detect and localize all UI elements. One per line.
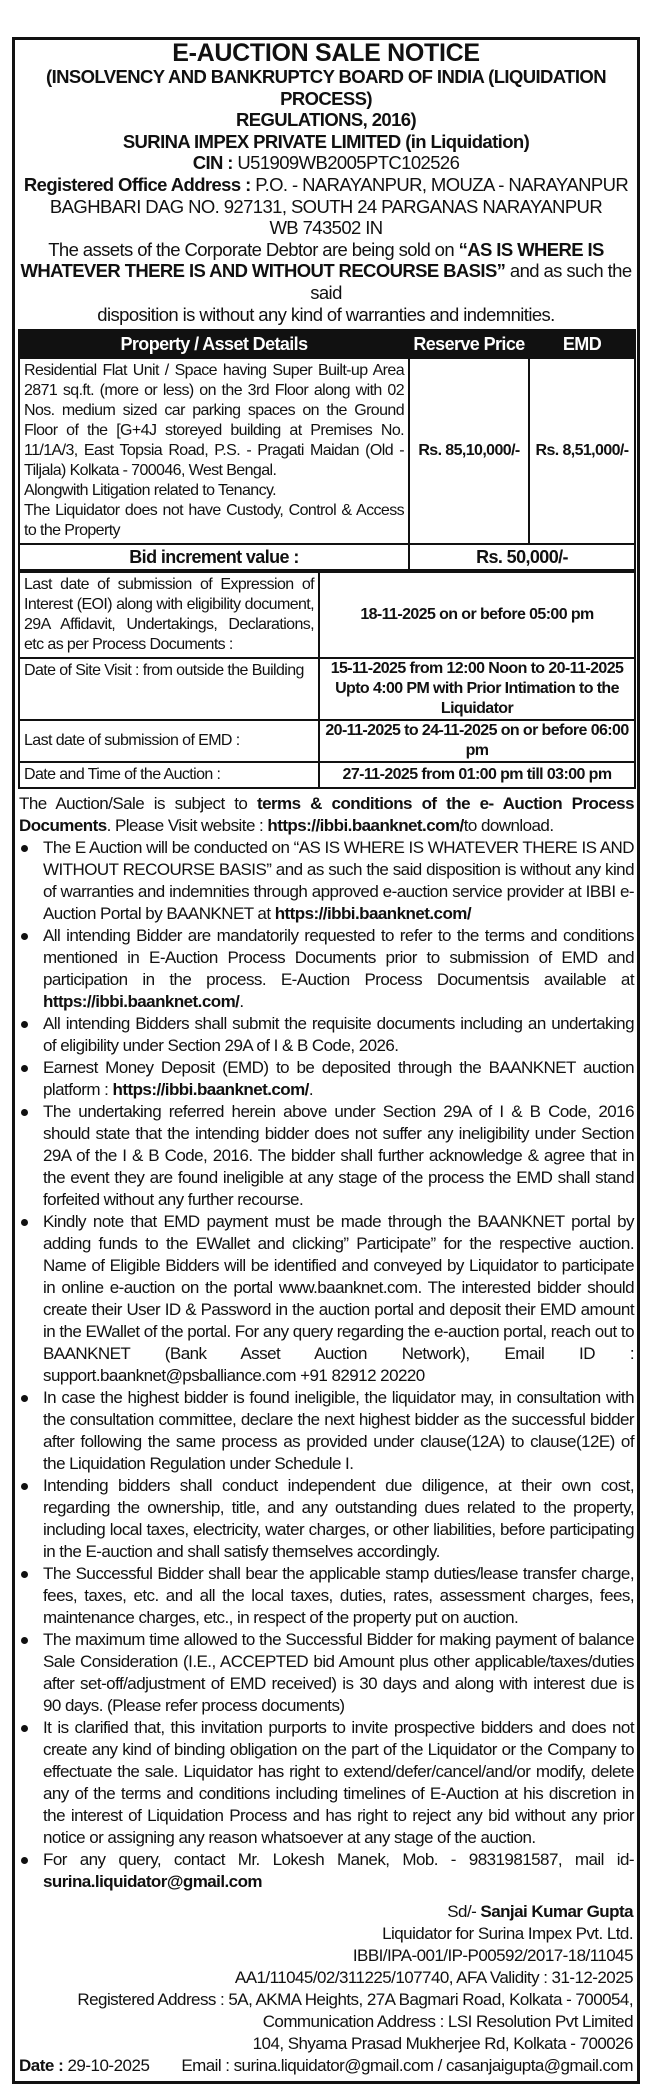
signature-line: Registered Address : 5A, AKMA Heights, 27A Bagmari Road, Kolkata - 700054, bbox=[77, 1990, 633, 2010]
signature-line: Communication Address : LSI Resolution Pvt Limited bbox=[262, 2012, 633, 2032]
asset-table bbox=[18, 329, 636, 571]
signatory bbox=[19, 1901, 633, 1923]
bullet-text: Intending bidders shall conduct independent due diligence, at their own cost, regarding the ownership, title, and any outstanding dues related to the property, including local taxes, electricity, water charges, or other liabilities, before participating in the E-auction and shall satisfy themselves accordingly. bbox=[43, 1476, 634, 1562]
terms-intro-pre: The Auction/Sale is subject to bbox=[19, 794, 257, 814]
table-row bbox=[19, 358, 635, 544]
list-item bbox=[19, 925, 634, 1013]
schedule-value: 20-11-2025 to 24-11-2025 on or before 06:00 pm bbox=[319, 720, 635, 762]
bullet-text: It is clarified that, this invitation purports to invite prospective bidders and does not create any kind of binding obligation on the part of the Liquidator or the Company to effectuate the sale. Liquidator has right to extend/defer/cancel/and/or modify, delete any of the terms and conditions including timelines of E-Auction at his discretion in the interest of Liquidation Process and has right to reject any bid without any prior notice or assigning any reason whatsoever at any stage of the auction. bbox=[43, 1718, 634, 1848]
intro-post: and as such the said bbox=[310, 260, 632, 303]
bullet-text: All intending Bidder are mandatorily requested to refer to the terms and conditions mentioned in E-Auction Process Documents prior to submission of EMD and participation in the process. E-Auction Process Documentsis available at bbox=[43, 926, 634, 990]
signature-line: Email : surina.liquidator@gmail.com / casanjaigupta@gmail.com bbox=[181, 2056, 633, 2076]
schedule-row bbox=[19, 572, 635, 658]
schedule-table bbox=[18, 571, 636, 789]
custody-text: The Liquidator does not have Custody, Control & Access to the Property bbox=[24, 502, 404, 540]
bullet-text: In case the highest bidder is found ineligible, the liquidator may, in consultation with the consultation committee, declare the next highest bidder as the successful bidder after following the same process as provided under clause(12A) to clause(12E) of the Liquidation Regulation under Schedule I. bbox=[43, 1388, 634, 1474]
list-item bbox=[19, 1563, 634, 1629]
bullet-text: The maximum time allowed to the Successful Bidder for making payment of balance Sale Consideration (I.E., ACCEPTED bid Amount plus other applicable/taxes/duties after set-off/adjustment of EMD received) is 30 days and along with interest due is 90 days. (Please refer process documents) bbox=[43, 1630, 634, 1716]
intro-bold-2: WHATEVER THERE IS AND WITHOUT RECOURSE BASIS” bbox=[20, 260, 506, 282]
list-item bbox=[19, 1387, 634, 1475]
bullet-bold-text: surina.liquidator@gmail.com bbox=[43, 1872, 262, 1892]
bullet-bold-text: https://ibbi.baanknet.com/ bbox=[112, 1080, 309, 1100]
bid-increment-value: Rs. 50,000/- bbox=[409, 544, 635, 570]
bullet-text: The Successful Bidder shall bear the applicable stamp duties/lease transfer charge, fees, taxes, etc. and all the local taxes, duties, rates, assessment charges, fees, maintenance charges, etc., in respect of the property put on auction. bbox=[43, 1564, 634, 1628]
list-item bbox=[19, 1101, 634, 1211]
bullet-text: . bbox=[308, 1080, 314, 1100]
schedule-label: Last date of submission of EMD : bbox=[19, 720, 319, 762]
notice-title: E-AUCTION SALE NOTICE bbox=[172, 39, 480, 67]
bullet-icon bbox=[21, 1725, 28, 1732]
cin-label: CIN : bbox=[192, 152, 233, 174]
schedule-row bbox=[19, 658, 635, 720]
list-item bbox=[19, 1013, 634, 1057]
list-item bbox=[19, 1717, 634, 1849]
schedule-label: Date and Time of the Auction : bbox=[19, 762, 319, 788]
terms-intro-bold: terms & conditions of the e- Auction Process Documents bbox=[19, 794, 634, 836]
bid-increment-label: Bid increment value : bbox=[19, 544, 409, 570]
bullet-text: For any query, contact Mr. Lokesh Manek, Mob. - 9831981587, mail id- bbox=[43, 1850, 634, 1870]
address-line-2: BAGHBARI DAG NO. 927131, SOUTH 24 PARGANAS NARAYANPUR bbox=[49, 195, 603, 217]
bullet-icon bbox=[21, 1065, 28, 1072]
list-item bbox=[19, 1211, 634, 1387]
bullet-icon bbox=[21, 1483, 28, 1490]
signature-line: 104, Shyama Prasad Mukherjee Rd, Kolkata - 700026 bbox=[252, 2034, 633, 2054]
signature-line: Liquidator for Surina Impex Pvt. Ltd. bbox=[382, 1924, 633, 1944]
reserve-price: Rs. 85,10,000/- bbox=[409, 358, 529, 544]
date-label: Date : bbox=[19, 2056, 64, 2076]
date-email-row bbox=[19, 2055, 633, 2077]
bullet-text: The E Auction will be conducted on “AS IS WHERE IS WHATEVER THERE IS AND WITHOUT RECOURSE BASIS” and as such the said disposition is without any kind of warranties and indemnities through approved e-auction service provider at IBBI e-Auction Portal by BAANKNET at bbox=[43, 838, 634, 924]
signature-line: AA1/11045/02/311225/107740, AFA Validity : 31-12-2025 bbox=[234, 1968, 633, 1988]
signature-prefix: Sd/- bbox=[447, 1902, 481, 1922]
notice-border bbox=[12, 37, 640, 2084]
bullet-text: All intending Bidders shall submit the requisite documents including an undertaking of eligibility under Section 29A of I & B Code, 2026. bbox=[43, 1014, 634, 1056]
intro-pre: The assets of the Corporate Debtor are being sold on bbox=[48, 238, 459, 260]
list-item bbox=[19, 1849, 634, 1893]
property-text: Residential Flat Unit / Space having Super Built-up Area 2871 sq.ft. (more or less) on the 3rd Floor along with 02 Nos. medium sized car parking spaces on the Ground Floor of the [G+4J storeyed building at Premises No. 11/1A/3, East Topsia Road, P.S. - Pragati Maidan (Old -Tiljala) Kolkata - 700046, West Bengal. bbox=[24, 362, 404, 480]
schedule-value: 18-11-2025 on or before 05:00 pm bbox=[319, 572, 635, 658]
bullet-icon bbox=[21, 845, 28, 852]
property-description bbox=[19, 358, 409, 544]
schedule-value: 15-11-2025 from 12:00 Noon to 20-11-2025 Upto 4:00 PM with Prior Intimation to the Liquidator bbox=[319, 658, 635, 720]
terms-intro-post: to download. bbox=[463, 816, 554, 836]
address-text-1: P.O. - NARAYANPUR, MOUZA - NARAYANPUR bbox=[255, 173, 629, 195]
schedule-label: Last date of submission of Expression of Interest (EOI) along with eligibility document, 29A Affidavit, Undertakings, Declarations, etc as per Process Documents : bbox=[19, 572, 319, 658]
intro-bold-1: “AS IS WHERE IS bbox=[458, 238, 604, 260]
bullet-bold-text: https://ibbi.baanknet.com/ bbox=[43, 992, 240, 1012]
bullet-icon bbox=[21, 1395, 28, 1402]
bullet-text: . bbox=[239, 992, 244, 1012]
website-link[interactable]: https://ibbi.baanknet.com/ bbox=[267, 816, 464, 836]
asset-table-header bbox=[19, 330, 635, 358]
bullet-icon bbox=[21, 1857, 28, 1864]
intro-line-3: disposition is without any kind of warranties and indemnities. bbox=[97, 303, 555, 325]
schedule-label: Date of Site Visit : from outside the Building bbox=[19, 658, 319, 720]
cin-value: U51909WB2005PTC102526 bbox=[237, 152, 460, 174]
header-reserve-price: Reserve Price bbox=[409, 330, 529, 358]
company-name: SURINA IMPEX PRIVATE LIMITED (in Liquidation) bbox=[122, 130, 530, 152]
address-line-1 bbox=[17, 174, 635, 196]
regulation-line-1: (INSOLVENCY AND BANKRUPTCY BOARD OF INDIA (LIQUIDATION PROCESS) bbox=[46, 66, 606, 109]
terms-list bbox=[19, 837, 634, 1893]
bullet-bold-text: https://ibbi.baanknet.com/ bbox=[274, 904, 472, 924]
signatory-name: Sanjai Kumar Gupta bbox=[480, 1902, 633, 1922]
address-line-3: WB 743502 IN bbox=[269, 217, 383, 239]
bullet-icon bbox=[21, 1637, 28, 1644]
header-property: Property / Asset Details bbox=[19, 330, 409, 358]
schedule-row bbox=[19, 762, 635, 788]
header-emd: EMD bbox=[529, 330, 635, 358]
notice-header bbox=[15, 40, 637, 325]
bullet-text: The undertaking referred herein above under Section 29A of I & B Code, 2016 should state that the intending bidder does not suffer any ineligibility under Section 29A of the I & B Code, 2016. The bidder shall further acknowledge & agree that in the event they are found ineligible at any stage of the process the EMD shall stand forfeited without any further recourse. bbox=[43, 1102, 634, 1210]
bullet-text: Earnest Money Deposit (EMD) to be deposited through the BAANKNET auction platform : bbox=[43, 1058, 634, 1100]
signature-block bbox=[19, 1901, 633, 2077]
bullet-text: Kindly note that EMD payment must be made through the BAANKNET portal by adding funds to the EWallet and clicking” Participate” for the respective auction. Name of Eligible Bidders will be identified and conveyed by Liquidator to participate in online e-auction on the portal www.baanknet.com. The interested bidder should create their User ID & Password in the auction portal and deposit their EMD amount in the EWallet of the portal. For any query regarding the e-auction portal, reach out to BAANKNET (Bank Asset Auction Network), Email ID : support.baanknet@psballiance.com +91 82912 20220 bbox=[43, 1212, 634, 1386]
terms-section bbox=[19, 793, 634, 1893]
emd-amount: Rs. 8,51,000/- bbox=[529, 358, 635, 544]
list-item bbox=[19, 1057, 634, 1101]
schedule-value: 27-11-2025 from 01:00 pm till 03:00 pm bbox=[319, 762, 635, 788]
bid-increment-row bbox=[19, 544, 635, 570]
regulation-line-2: REGULATIONS, 2016) bbox=[235, 109, 417, 131]
notice-date bbox=[19, 2055, 149, 2077]
litigation-text: Alongwith Litigation related to Tenancy. bbox=[24, 482, 277, 500]
list-item bbox=[19, 837, 634, 925]
list-item bbox=[19, 1629, 634, 1717]
bullet-icon bbox=[21, 1219, 28, 1226]
date-value: 29-10-2025 bbox=[63, 2056, 150, 2076]
signature-line: IBBI/IPA-001/IP-P00592/2017-18/11045 bbox=[352, 1946, 633, 1966]
intro-line-1 bbox=[17, 239, 635, 261]
schedule-row bbox=[19, 720, 635, 762]
bullet-icon bbox=[21, 1021, 28, 1028]
bullet-icon bbox=[21, 1571, 28, 1578]
terms-intro bbox=[19, 793, 634, 837]
list-item bbox=[19, 1475, 634, 1563]
terms-intro-mid: . Please Visit website : bbox=[106, 816, 268, 836]
cin-line bbox=[17, 152, 635, 174]
intro-line-2 bbox=[17, 260, 635, 303]
bullet-icon bbox=[21, 933, 28, 940]
bullet-icon bbox=[21, 1109, 28, 1116]
address-label: Registered Office Address : bbox=[23, 173, 251, 195]
